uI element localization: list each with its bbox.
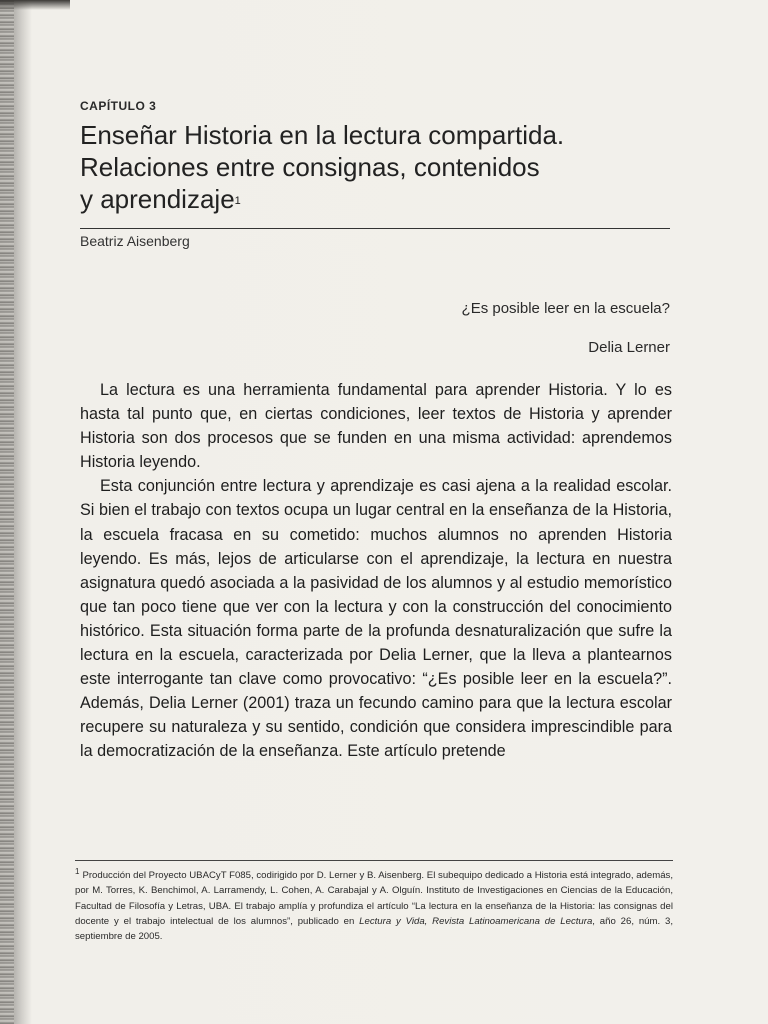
chapter-title-line-1: Enseñar Historia en la lectura compartida. — [80, 120, 565, 150]
body-paragraph: La lectura es una herramienta fundamental para aprender Historia. Y lo es hasta tal punto que, en ciertas condiciones, leer textos de Historia y aprender Historia son dos procesos que se funden en una misma actividad: aprendemos Historia leyendo. — [80, 381, 672, 472]
chapter-author: Beatriz Aisenberg — [80, 233, 190, 249]
chapter-title — [80, 119, 680, 215]
binding-shadow — [14, 0, 32, 1024]
chapter-title-line-3: y aprendizaje — [80, 184, 235, 214]
footnote-divider — [75, 860, 673, 861]
chapter-label: CAPÍTULO 3 — [80, 99, 157, 113]
title-footnote-marker: 1 — [234, 195, 241, 207]
title-divider — [80, 228, 670, 229]
footnote-marker: 1 — [75, 867, 80, 876]
chapter-title-line-2: Relaciones entre consignas, contenidos — [80, 152, 540, 182]
footnote-text-part-2: , año 26, núm. 3, septiembre de 2005. — [75, 915, 673, 942]
body-text — [80, 378, 672, 764]
body-paragraph: Esta conjunción entre lectura y aprendizaje es casi ajena a la realidad escolar. Si bien el trabajo con textos ocupa un lugar central en la enseñanza de la Historia, la escuela fracasa en su cometido: muchos alumnos no aprenden Historia leyendo. Es más, lejos de articularse con el aprendizaje, la lectura en nuestra asignatura quedó asociada a la pasividad de los alumnos y al estudio memorístico que tan poco tiene que ver con la lectura y con la construcción del conocimiento histórico. Esta situación forma parte de la profunda desnaturalización que sufre la lectura en la escuela, caracterizada por Delia Lerner, que la lleva a plantearnos este interrogante tan clave como provocativo: “¿Es posible leer en la escuela?”. Además, Delia Lerner (2001) traza un fecundo camino para que la lectura escolar recupere su naturaleza y su sentido, condición que considera imprescindible para la democratización de la enseñanza. Este artículo pretende — [80, 477, 672, 761]
footnote-journal-name: Lectura y Vida, Revista Latinoamericana de Lectura — [359, 915, 593, 927]
footnote-text-part-1: Producción del Proyecto UBACyT F085, codirigido por D. Lerner y B. Aisenberg. El subequipo dedicado a Historia está integrado, además, por M. Torres, K. Benchimol, A. Larramendy, L. Cohen, A. Carabajal y A. Olguín. Instituto de Investigaciones en Ciencias de la Educación, Facultad de Filosofía y Letras, UBA. El trabajo amplía y profundiza el artículo “La lectura en la enseñanza de la Historia: las consignas del docente y el trabajo intelectual de los alumnos”, publicado en — [75, 870, 673, 927]
footnote — [75, 864, 673, 944]
epigraph-author: Delia Lerner — [588, 339, 670, 356]
scan-corner-shadow — [0, 0, 70, 10]
page-binding-edge — [0, 0, 14, 1024]
epigraph-quote: ¿Es posible leer en la escuela? — [461, 300, 670, 317]
